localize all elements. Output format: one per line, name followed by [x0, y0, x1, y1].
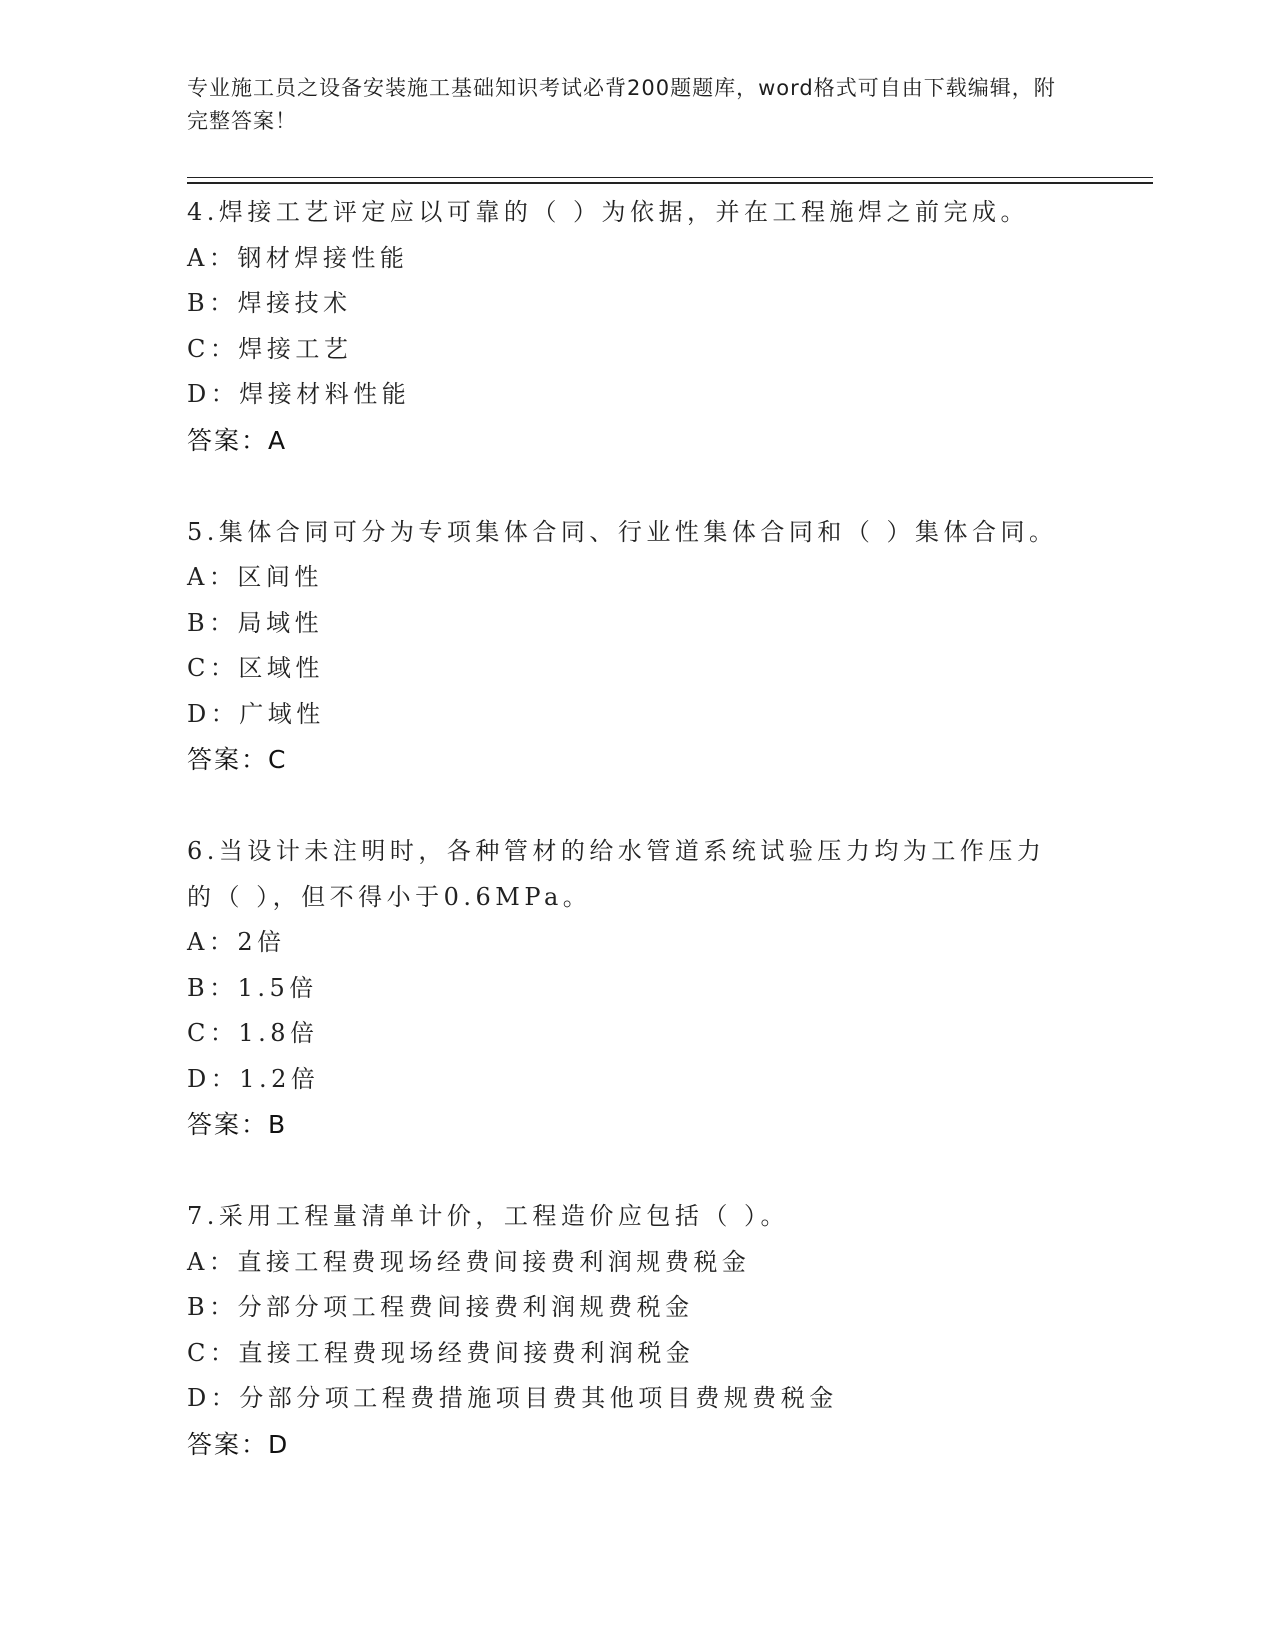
option-d: D：焊接材料性能 [187, 380, 411, 408]
option-c: C：直接工程费现场经费间接费利润税金 [187, 1338, 695, 1367]
question-stem: 4.焊接工艺评定应以可靠的（ ）为依据，并在工程施焊之前完成。 [187, 198, 1030, 226]
option-a: A：钢材焊接性能 [187, 243, 409, 272]
answer-label: 答案：C [187, 745, 288, 774]
question-stem: 5.集体合同可分为专项集体合同、行业性集体合同和（ ）集体合同。 [187, 517, 1058, 546]
option-a: A：2倍 [187, 928, 286, 956]
question-6 [187, 829, 1067, 1148]
option-b: B：焊接技术 [187, 289, 352, 317]
answer-label: 答案：B [187, 1110, 288, 1139]
option-d: D：分部分项工程费措施项目费其他项目费规费税金 [187, 1384, 838, 1412]
question-5 [187, 510, 1067, 784]
option-b: B：局域性 [187, 608, 324, 637]
question-stem: 6.当设计未注明时，各种管材的给水管道系统试验压力均为工作压力的（ ），但不得小于0.6MPa。 [187, 837, 1046, 911]
header-rule-thin [187, 177, 1153, 178]
answer-label: 答案：A [187, 425, 288, 455]
option-c: C：区域性 [187, 654, 324, 682]
header-rule-thick [187, 182, 1153, 184]
option-c: C：1.8倍 [187, 1019, 319, 1047]
option-b: B：1.5倍 [187, 973, 318, 1002]
question-list [187, 190, 1067, 1514]
answer-label: 答案：D [187, 1429, 290, 1459]
option-d: D：广域性 [187, 699, 325, 728]
question-7 [187, 1194, 1067, 1468]
option-a: A：直接工程费现场经费间接费利润规费税金 [187, 1247, 751, 1276]
question-stem: 7.采用工程量清单计价，工程造价应包括（ ）。 [187, 1202, 790, 1230]
option-d: D：1.2倍 [187, 1064, 320, 1093]
option-b: B：分部分项工程费间接费利润规费税金 [187, 1293, 694, 1321]
option-c: C：焊接工艺 [187, 334, 353, 363]
question-4 [187, 190, 1067, 464]
option-a: A：区间性 [187, 563, 323, 591]
document-title: 专业施工员之设备安装施工基础知识考试必背200题题库，word格式可自由下载编辑，附完整答案！ [187, 76, 1056, 133]
